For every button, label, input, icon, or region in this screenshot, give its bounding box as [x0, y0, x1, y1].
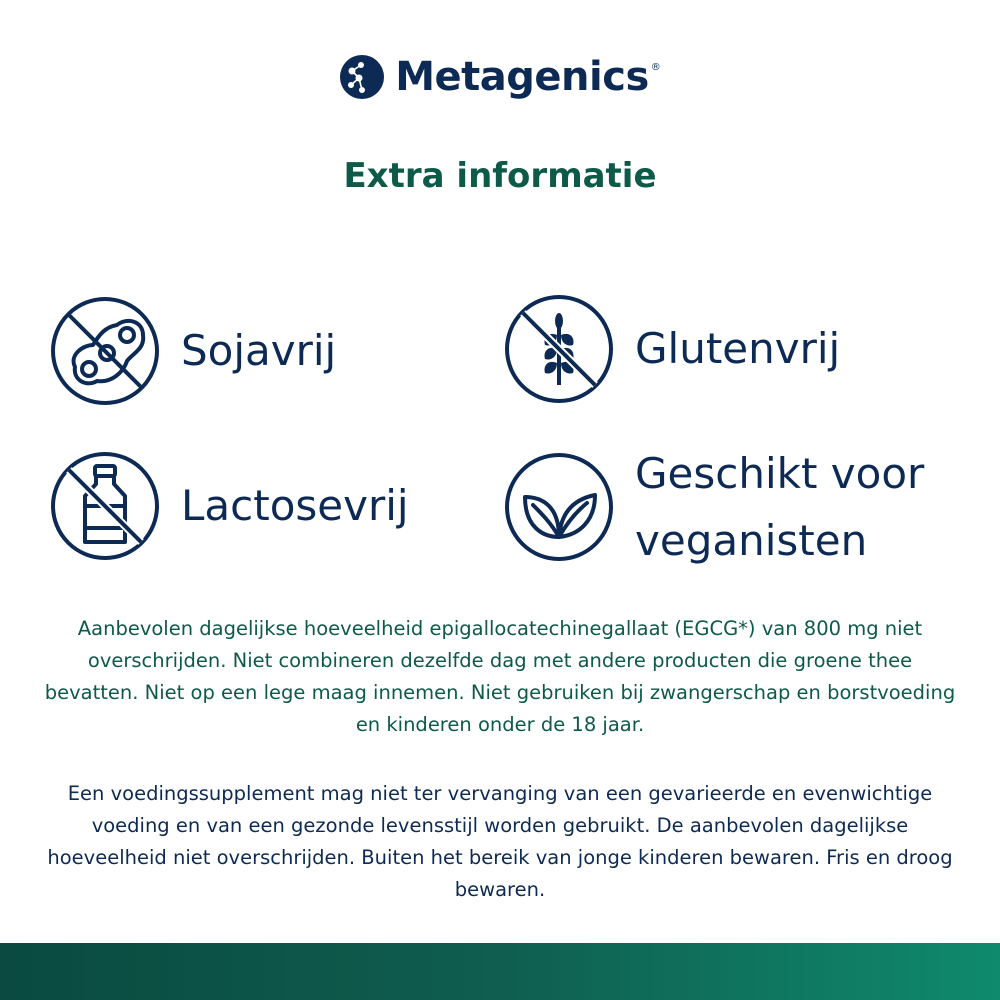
molecule-circle-icon — [339, 54, 385, 100]
feature-label: Lactosevrij — [181, 481, 409, 531]
feature-gluten-free — [503, 293, 840, 405]
feature-label — [635, 440, 924, 574]
feature-label: Sojavrij — [181, 326, 337, 376]
leaf-icon — [503, 451, 615, 563]
disclaimer-paragraph: Een voedingssupplement mag niet ter vervanging van een gevarieerde en evenwichtige voeding en van een gezonde levensstijl worden gebruikt. De aanbevolen dagelijkse hoeveelheid niet overschrijden. Buiten het bereik van jonge kinderen bewaren. Fris en droog bewaren. — [47, 782, 953, 901]
feature-soy-free — [49, 295, 336, 407]
registered-mark: ® — [650, 61, 661, 73]
feature-vegan — [503, 440, 924, 574]
warning-paragraph: Aanbevolen dagelijkse hoeveelheid epigallocatechinegallaat (EGCG*) van 800 mg niet overschrijden. Niet combineren dezelfde dag met andere producten die groene thee bevatten. Niet op een lege maag innemen. Niet gebruiken bij zwangerschap en borstvoeding en kinderen onder de 18 jaar. — [44, 617, 956, 736]
page-title: Extra informatie — [343, 156, 657, 196]
brand-logo — [0, 50, 1000, 104]
feature-label-line1: Geschikt voor — [635, 449, 925, 498]
feature-lactose-free — [49, 450, 409, 562]
feature-label-line2: veganisten — [635, 516, 868, 566]
brand-name: Metagenics — [395, 54, 649, 100]
no-lactose-icon — [49, 450, 161, 562]
feature-label: Glutenvrij — [635, 324, 841, 374]
footer-bar — [0, 943, 1000, 1000]
no-soy-icon — [49, 295, 161, 407]
no-gluten-icon — [503, 293, 615, 405]
